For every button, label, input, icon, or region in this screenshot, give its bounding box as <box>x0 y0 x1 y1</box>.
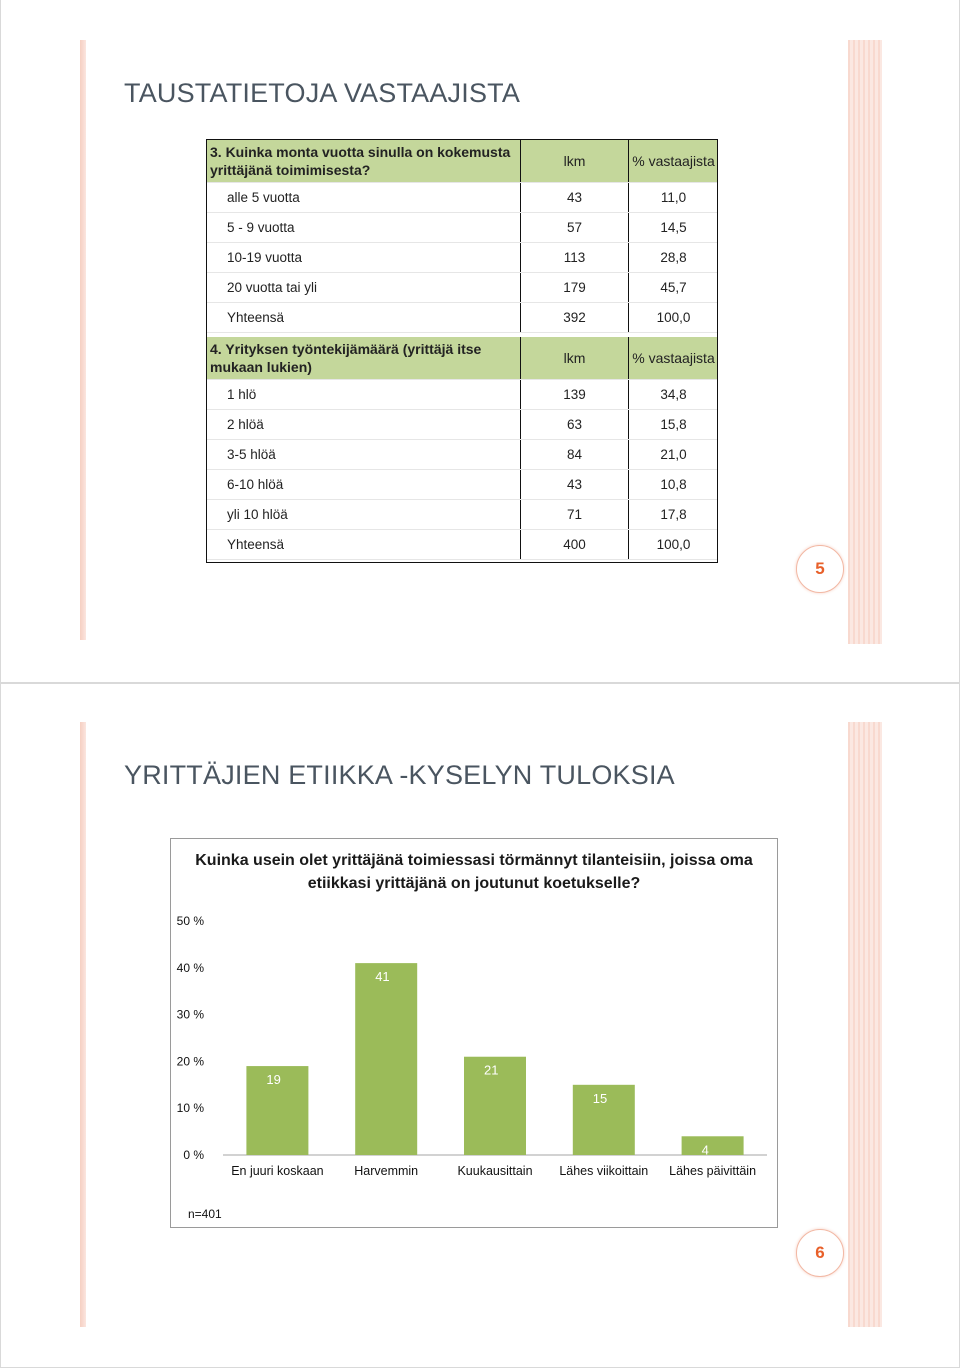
experience-table <box>207 140 718 333</box>
bar <box>682 1136 744 1158</box>
table-cell: 1 hlö <box>207 380 521 410</box>
y-tick-label: 50 % <box>176 914 204 928</box>
table-row <box>207 273 718 303</box>
y-tick-label: 30 % <box>176 1007 204 1022</box>
bar-value-label: 19 <box>266 1072 281 1088</box>
table-header-row <box>207 140 718 183</box>
chart-title: Kuinka usein olet yrittäjänä toimiessasi törmännyt tilanteisiin, joissa oma etiikkasi yrittäjänä on joutunut koetukselle? <box>195 852 753 892</box>
table-header-cell: 4. Yrityksen työntekijämäärä (yrittäjä itse mukaan lukien) <box>207 337 521 380</box>
table-cell: 10,8 <box>629 470 719 500</box>
table-cell: 6-10 hlöä <box>207 470 521 500</box>
table-cell: 84 <box>521 440 629 470</box>
table-header-row <box>207 337 718 380</box>
table-cell: 45,7 <box>629 273 719 303</box>
table-row <box>207 500 718 530</box>
x-category-label: En juuri koskaan <box>231 1164 324 1178</box>
table-cell: 11,0 <box>629 183 719 213</box>
table-header-cell: % vastaajista <box>629 337 719 380</box>
table-cell: 14,5 <box>629 213 719 243</box>
table-cell: 3-5 hlöä <box>207 440 521 470</box>
bar-value-label: 21 <box>484 1062 499 1078</box>
table-cell: 43 <box>521 470 629 500</box>
table-row <box>207 380 718 410</box>
table-cell: 71 <box>521 500 629 530</box>
table-cell: 43 <box>521 183 629 213</box>
table-row <box>207 470 718 500</box>
decor-stripe-left <box>80 40 86 640</box>
table-cell: 10-19 vuotta <box>207 243 521 273</box>
slide-title: TAUSTATIETOJA VASTAAJISTA <box>124 78 521 108</box>
table-cell: 17,8 <box>629 500 719 530</box>
table-cell: 20 vuotta tai yli <box>207 273 521 303</box>
chart-canvas <box>171 839 777 1227</box>
x-category-label: Lähes viikoittain <box>559 1164 649 1178</box>
table-cell: 28,8 <box>629 243 719 273</box>
table-row <box>207 213 718 243</box>
table-cell: 179 <box>521 273 629 303</box>
table-cell: 63 <box>521 410 629 440</box>
table-cell: 113 <box>521 243 629 273</box>
x-category-label: Kuukausittain <box>457 1164 533 1178</box>
table-row <box>207 410 718 440</box>
decor-stripe-left <box>80 722 86 1327</box>
decor-stripe-right <box>848 40 882 644</box>
table-cell: 5 - 9 vuotta <box>207 213 521 243</box>
table-row <box>207 243 718 273</box>
table-row <box>207 303 718 333</box>
table-header-cell: 3. Kuinka monta vuotta sinulla on kokemusta yrittäjänä toimimisesta? <box>207 140 521 183</box>
x-category-label: Harvemmin <box>354 1164 419 1178</box>
y-tick-label: 20 % <box>176 1054 204 1069</box>
table-header-cell: lkm <box>521 337 629 380</box>
table-cell: alle 5 vuotta <box>207 183 521 213</box>
table-cell: 57 <box>521 213 629 243</box>
bar-value-label: 41 <box>375 969 390 985</box>
table-row <box>207 183 718 213</box>
table-cell: 100,0 <box>629 530 719 560</box>
page-number-badge: 6 <box>796 1229 844 1277</box>
table-cell: 21,0 <box>629 440 719 470</box>
y-tick-label: 0 % <box>183 1148 204 1162</box>
bar-value-label: 15 <box>592 1090 608 1106</box>
table-row <box>207 440 718 470</box>
table-cell: 392 <box>521 303 629 333</box>
table-header-cell: % vastaajista <box>629 140 719 183</box>
slide-title: YRITTÄJIEN ETIIKKA -KYSELYN TULOKSIA <box>124 760 675 790</box>
decor-stripe-right <box>848 722 882 1327</box>
x-category-label: Lähes päivittäin <box>669 1164 757 1178</box>
y-tick-label: 40 % <box>176 960 204 975</box>
table-cell: Yhteensä <box>207 303 521 333</box>
employee-count-table <box>207 337 718 560</box>
table-cell: 34,8 <box>629 380 719 410</box>
table-header-cell: lkm <box>521 140 629 183</box>
table-cell: Yhteensä <box>207 530 521 560</box>
table-cell: 100,0 <box>629 303 719 333</box>
table-row <box>207 530 718 560</box>
y-tick-label: 10 % <box>176 1101 204 1116</box>
bar-chart <box>170 838 778 1228</box>
table-cell: 139 <box>521 380 629 410</box>
page-number-badge: 5 <box>796 545 844 593</box>
table-cell: yli 10 hlöä <box>207 500 521 530</box>
table-cell: 400 <box>521 530 629 560</box>
bar <box>355 963 417 1155</box>
sample-size-note: n=401 <box>188 1207 222 1221</box>
table-cell: 15,8 <box>629 410 719 440</box>
bar-value-label: 4 <box>701 1142 709 1158</box>
table-cell: 2 hlöä <box>207 410 521 440</box>
